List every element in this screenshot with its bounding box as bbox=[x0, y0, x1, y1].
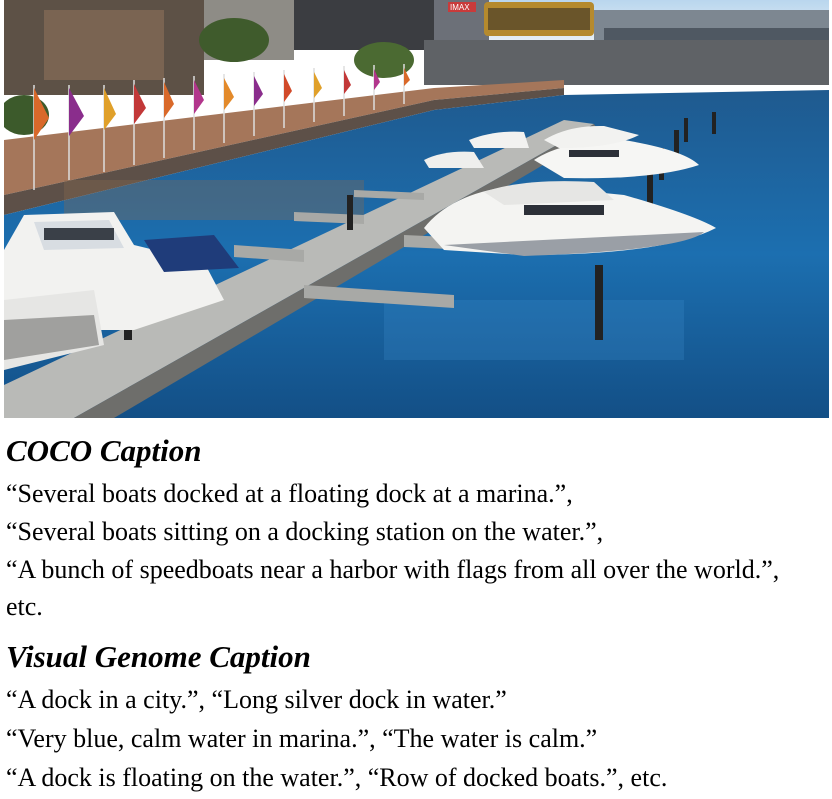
coco-caption-line: “Several boats sitting on a docking station on the water.”, bbox=[6, 517, 604, 546]
vg-caption-line: “A dock in a city.”, “Long silver dock in water.” bbox=[6, 685, 507, 714]
vg-caption-heading: Visual Genome Caption bbox=[6, 639, 311, 674]
vg-caption-line: “Very blue, calm water in marina.”, “The water is calm.” bbox=[6, 724, 598, 753]
coco-caption-line: “A bunch of speedboats near a harbor with flags from all over the world.”, etc. bbox=[6, 555, 780, 621]
vg-caption-line: “A dock is floating on the water.”, “Row of docked boats.”, etc. bbox=[6, 763, 668, 792]
imax-sign: IMAX bbox=[450, 3, 470, 12]
marina-photo bbox=[4, 0, 829, 418]
coco-caption-line: “Several boats docked at a floating dock at a marina.”, bbox=[6, 479, 573, 508]
coco-caption-heading: COCO Caption bbox=[6, 433, 202, 468]
